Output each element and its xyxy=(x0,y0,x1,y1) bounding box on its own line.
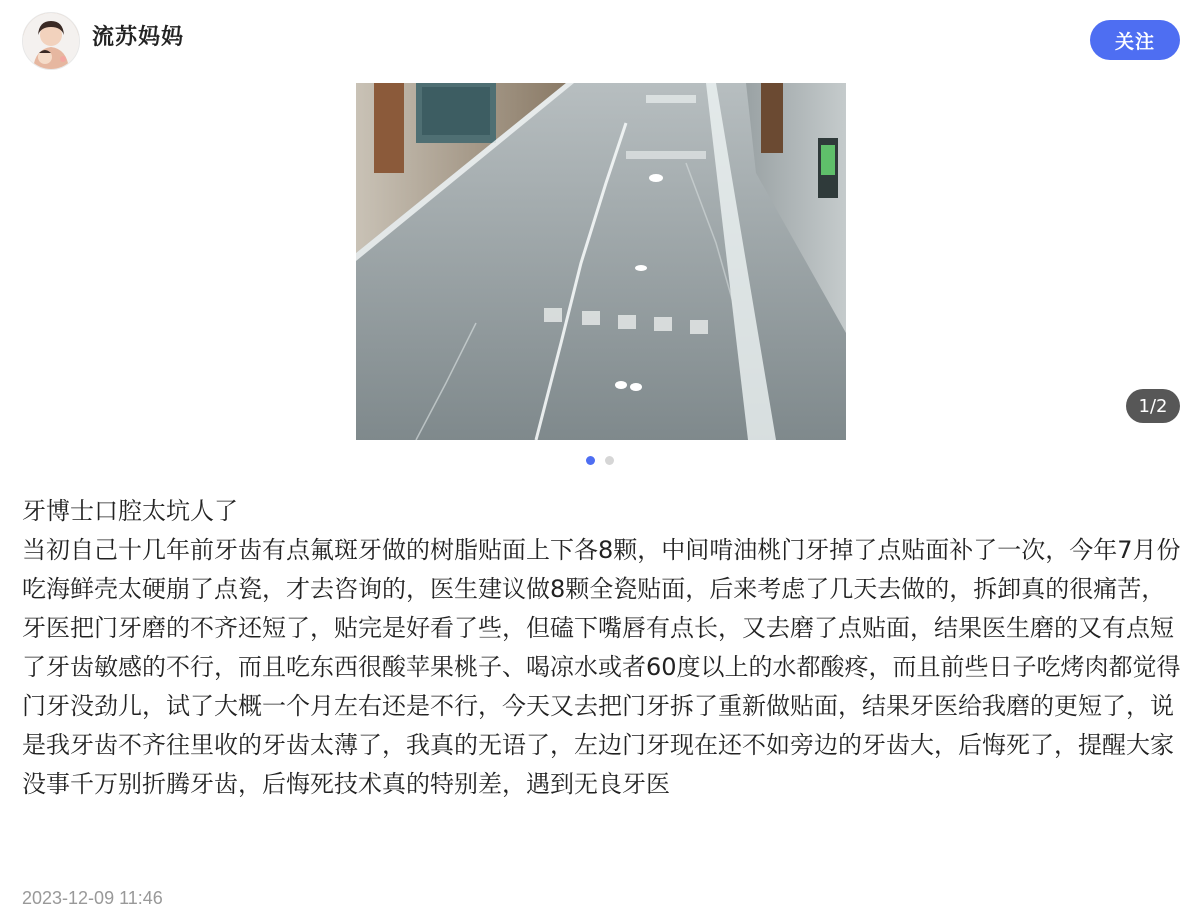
post-header xyxy=(0,0,1200,80)
carousel-dot[interactable] xyxy=(605,456,614,465)
hallway-photo xyxy=(356,83,846,440)
carousel-indicator xyxy=(586,456,616,466)
carousel-dot-active[interactable] xyxy=(586,456,595,465)
avatar-illustration xyxy=(23,13,79,69)
post-body: 当初自己十几年前牙齿有点氟斑牙做的树脂贴面上下各8颗，中间啃油桃门牙掉了点贴面补了一次，今年7月份吃海鲜壳太硬崩了点瓷，才去咨询的，医生建议做8颗全瓷贴面，后来考虑了几天去做的，拆卸真的很痛苦，牙医把门牙磨的不齐还短了，贴完是好看了些，但磕下嘴唇有点长，又去磨了点贴面，结果医生磨的又有点短了牙齿敏感的不行，而且吃东西很酸苹果桃子、喝凉水或者60度以上的水都酸疼，而且前些日子吃烤肉都觉得门牙没劲儿，试了大概一个月左右还是不行，今天又去把门牙拆了重新做贴面，结果牙医给我磨的更短了，说是我牙齿不齐往里收的牙齿太薄了，我真的无语了，左边门牙现在还不如旁边的牙齿大，后悔死了，提醒大家没事千万别折腾牙齿，后悔死技术真的特别差，遇到无良牙医 xyxy=(22,536,1181,798)
author-name[interactable]: 流苏妈妈 xyxy=(92,25,185,50)
follow-button[interactable]: 关注 xyxy=(1090,20,1180,60)
avatar[interactable] xyxy=(22,12,80,70)
post-title: 牙博士口腔太坑人了 xyxy=(22,497,238,525)
post-image[interactable] xyxy=(356,83,846,440)
image-page-counter: 1/2 xyxy=(1126,389,1180,423)
post-timestamp: 2023-12-09 11:46 xyxy=(22,888,163,908)
